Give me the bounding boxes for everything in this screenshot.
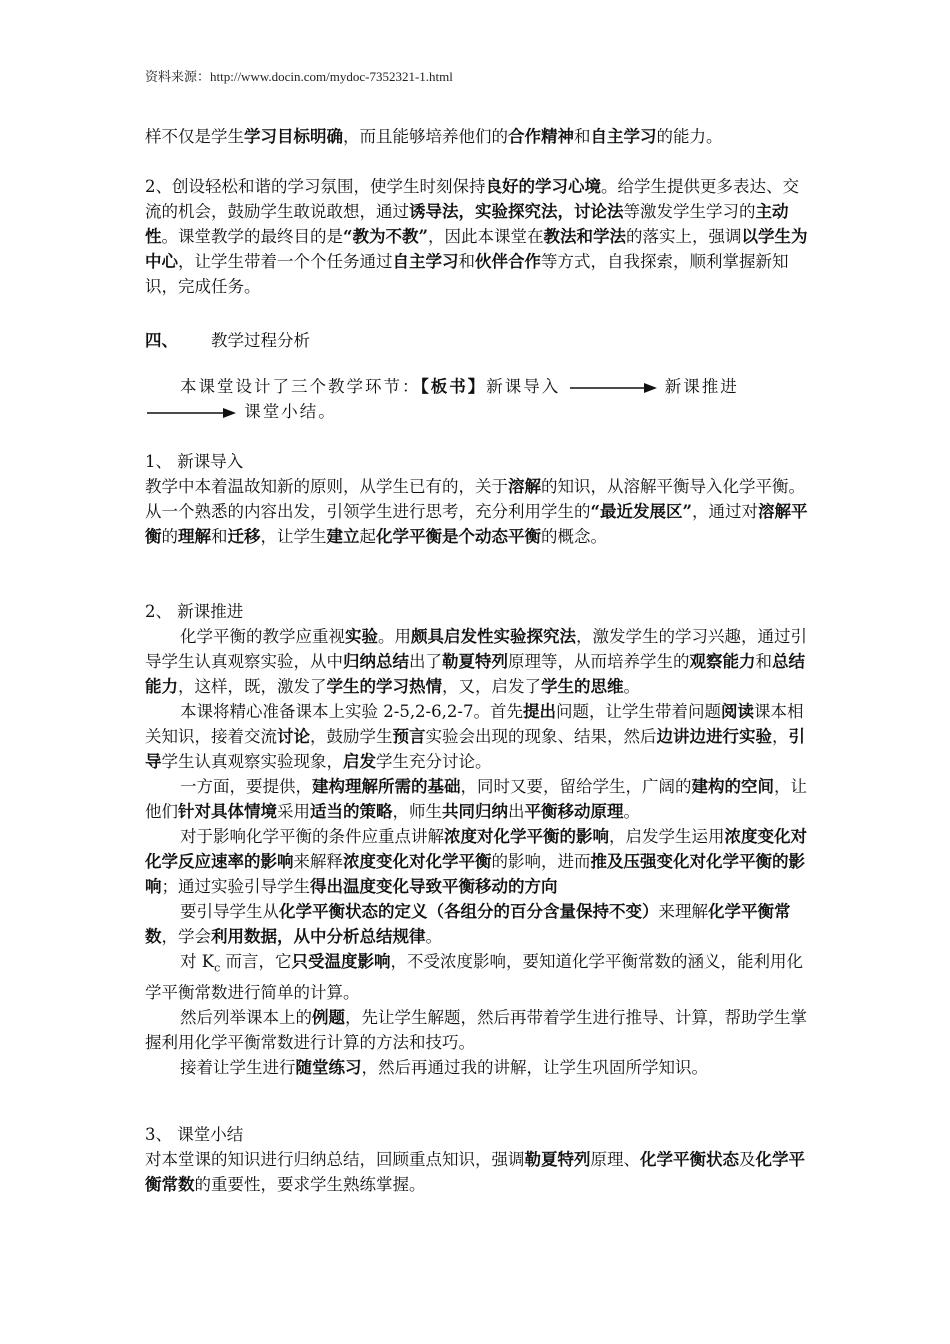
section-2-heading: 2、 新课推进 (145, 602, 244, 621)
text: 等激发学生学习的 (623, 202, 756, 221)
section-3-heading: 3、 课堂小结 (145, 1125, 244, 1144)
text: ，又，启发了 (442, 677, 541, 696)
text: ，不受浓度影响，要知道化学平衡常数的涵义，能利用化学平衡常数进行简单的计算。 (145, 952, 803, 1003)
paragraph (145, 699, 810, 774)
section-1 (145, 449, 810, 549)
emphasis: 适当的策略 (310, 802, 393, 821)
text: 接着让学生进行 (180, 1058, 296, 1078)
text: 课本相关知识，接着交流 (145, 702, 804, 746)
text: ；通过实验引导学生 (161, 877, 310, 896)
emphasis: 化学平衡状态 (640, 1150, 739, 1169)
text: 本课堂设计了三个教学环节： (180, 377, 421, 396)
text: 一方面，要提供， (180, 777, 312, 796)
text: 的重要性，要求学生熟练掌握。 (194, 1175, 426, 1194)
text: 和 (755, 652, 772, 671)
section-4-heading (145, 327, 310, 351)
emphasis: 浓度对化学平衡的影响 (444, 827, 609, 846)
emphasis: 自主学习 (590, 127, 657, 146)
text: ，师生 (392, 802, 442, 821)
text: 样不仅是学生 (145, 127, 244, 146)
text: 学生认真观察实验现象， (161, 752, 343, 771)
text: ，因此本课堂在 (427, 227, 544, 246)
emphasis: 共同归纳 (442, 802, 508, 821)
emphasis: 阅读 (720, 702, 754, 721)
text: 。 (425, 927, 442, 946)
emphasis: 伙伴合作 (475, 252, 541, 271)
text: 对本堂课的知识进行归纳总结，回顾重点知识，强调 (145, 1150, 525, 1169)
emphasis: 学生的学习热情 (326, 677, 442, 696)
teaching-flow (145, 374, 810, 424)
section-3 (145, 1122, 810, 1197)
text: ，这样，既，激发了 (178, 677, 327, 696)
emphasis: 诱导法，实验探究法，讨论法 (409, 202, 624, 221)
text: 2、创设轻松和谐的学习氛围，使学生时刻保持 (145, 177, 486, 196)
text: 实验会出现的现象、结果，然后 (425, 727, 657, 746)
text: 。课堂教学的最终目的是 (161, 227, 343, 246)
flow-step-1: 新课导入 (486, 377, 561, 396)
text: 起 (359, 527, 376, 546)
text: ，让学生带着一个个任务通过 (178, 252, 393, 271)
arrow-icon (145, 407, 237, 419)
section-title: 教学过程分析 (211, 331, 310, 350)
text: ，先让学生解题，然后再带着学生进行推导、计算，帮助学生掌握利用化学平衡常数进行计算的方法和技巧。 (145, 1008, 807, 1053)
emphasis: 学习目标明确 (244, 127, 343, 146)
text: ，同时又要，留给学生，广阔的 (460, 777, 692, 796)
text: 的概念。 (541, 527, 607, 546)
emphasis: 总结能力 (145, 652, 805, 696)
text: 对于影响化学平衡的条件应重点讲解 (180, 827, 444, 846)
emphasis: 平衡移动原理 (524, 802, 624, 821)
text: 和 (574, 127, 591, 146)
text: ，让学生 (260, 527, 327, 546)
text: ，而且能够培养他们的 (343, 127, 508, 146)
emphasis: 随堂练习 (295, 1058, 362, 1078)
emphasis: 以学生为中心 (145, 227, 808, 271)
emphasis: 观察能力 (689, 652, 756, 671)
paragraph (145, 1055, 810, 1080)
text: 出了 (409, 652, 442, 671)
emphasis: 得出温度变化导致平衡移动的方向 (310, 877, 558, 896)
emphasis: 建构的空间 (691, 777, 774, 796)
emphasis: 勒夏特列 (524, 1150, 591, 1169)
emphasis: 【板书】 (420, 377, 487, 396)
text: 而言，它 (220, 952, 292, 971)
flow-step-2: 新课推进 (664, 377, 739, 396)
emphasis: 学生的思维 (541, 677, 624, 696)
text: 和 (211, 527, 228, 546)
arrow-icon (568, 382, 658, 394)
text: 教学中本着温故知新的原则，从学生已有的，关于 (145, 477, 508, 496)
text: 。用 (378, 627, 411, 646)
text: 的能力。 (656, 127, 723, 146)
text: 然后列举课本上的 (180, 1008, 312, 1028)
text: 的知识，从溶解平衡导入化学平衡。从一个熟悉的内容出发，引领学生进行思考，充分利用学生的 (145, 477, 805, 521)
text: ，启发学生运用 (609, 827, 725, 846)
flow-step-3: 课堂小结。 (244, 402, 337, 421)
text: ， (772, 727, 789, 746)
paragraph (145, 899, 810, 949)
paragraph-point-2 (145, 174, 810, 299)
emphasis: 预言 (392, 727, 426, 746)
emphasis: 讨论 (277, 727, 310, 746)
text: 。 (623, 677, 640, 696)
emphasis: 良好的学习心境 (485, 177, 601, 196)
emphasis: 主动性 (145, 202, 789, 246)
paragraph (145, 774, 810, 824)
emphasis: 只受温度影响 (291, 952, 391, 971)
section-1-heading: 1、 新课导入 (145, 452, 244, 471)
text: 学生充分讨论。 (376, 752, 492, 771)
text: 化学平衡的教学应重视 (180, 627, 345, 646)
text: ，学会 (161, 927, 211, 946)
text: ，让他们 (145, 777, 807, 821)
emphasis: 化学平衡状态的定义（各组分的百分含量保持不变） (279, 902, 659, 921)
emphasis: 迁移 (227, 527, 261, 546)
emphasis: 边讲边进行实验 (656, 727, 772, 746)
emphasis: 教法和学法 (543, 227, 626, 246)
text: 的落实上，强调 (625, 227, 742, 246)
emphasis: 勒夏特列 (442, 652, 508, 671)
emphasis: 化学平衡是个动态平衡 (376, 527, 541, 546)
emphasis: 自主学习 (392, 252, 459, 271)
emphasis: 针对具体情境 (178, 802, 277, 821)
paragraph (145, 1005, 810, 1055)
subscript: c (214, 961, 221, 975)
emphasis: 浓度变化对化学反应速率的影响 (145, 827, 807, 871)
emphasis: 溶解平衡 (145, 502, 808, 546)
paragraph (145, 624, 810, 699)
text: ，然后再通过我的讲解，让学生巩固所学知识。 (361, 1058, 708, 1078)
emphasis: 化学平衡常数 (145, 902, 791, 946)
text: 的 (161, 527, 178, 546)
emphasis: 启发 (343, 752, 376, 771)
section-number: 四、 (145, 331, 178, 350)
emphasis: 化学平衡常数 (145, 1150, 805, 1194)
emphasis: 溶解 (508, 477, 541, 496)
text: 。给学生提供更多表达、交流的机会，鼓励学生敢说敢想，通过 (145, 177, 799, 221)
emphasis: 建构理解所需的基础 (312, 777, 461, 796)
text: 原理、 (590, 1150, 640, 1169)
flow-line-2 (145, 399, 810, 424)
emphasis: “最近发展区” (590, 502, 692, 521)
emphasis: 合作精神 (508, 127, 574, 146)
text: ，激发学生的学习兴趣，通过引导学生认真观察实验，从中 (145, 627, 807, 671)
emphasis: 利用数据，从中分析总结规律 (211, 927, 426, 946)
text: 。 (623, 802, 640, 821)
emphasis: 引导 (145, 727, 805, 771)
emphasis: “教为不教” (343, 227, 428, 246)
text: 的影响，进而 (491, 852, 591, 871)
paragraph (145, 824, 810, 899)
emphasis: 颇具启发性实验探究法 (411, 627, 576, 646)
text: 出 (508, 802, 525, 821)
text: 原理等，从而培养学生的 (508, 652, 690, 671)
section-2 (145, 599, 810, 1080)
emphasis: 归纳总结 (343, 652, 409, 671)
paragraph (145, 949, 810, 1005)
source-header: 资料来源：http://www.docin.com/mydoc-7352321-1.html (145, 69, 453, 84)
text: ，鼓励学生 (310, 727, 393, 746)
text: 本课将精心准备课本上实验 2-5,2-6,2-7。首先 (180, 702, 523, 721)
emphasis: 推及压强变化对化学平衡的影响 (145, 852, 805, 896)
text: 等方式，自我探索，顺利掌握新知识，完成任务。 (145, 252, 789, 296)
text: 对 K (180, 952, 215, 971)
text: 来解释 (293, 852, 343, 871)
emphasis: 提出 (522, 702, 556, 721)
text: 来理解 (658, 902, 708, 921)
text: 问题，让学生带着问题 (555, 702, 721, 721)
text: 要引导学生从 (180, 902, 279, 921)
text: 及 (739, 1150, 756, 1169)
emphasis: 浓度变化对化学平衡 (343, 852, 492, 871)
text: ，通过对 (691, 502, 758, 521)
emphasis: 例题 (312, 1008, 345, 1028)
emphasis: 建立 (326, 527, 360, 546)
text: 和 (458, 252, 475, 271)
emphasis: 理解 (178, 527, 211, 546)
emphasis: 实验 (345, 627, 378, 646)
text: 采用 (277, 802, 310, 821)
paragraph-intro (145, 124, 810, 149)
flow-line-1 (145, 374, 810, 399)
